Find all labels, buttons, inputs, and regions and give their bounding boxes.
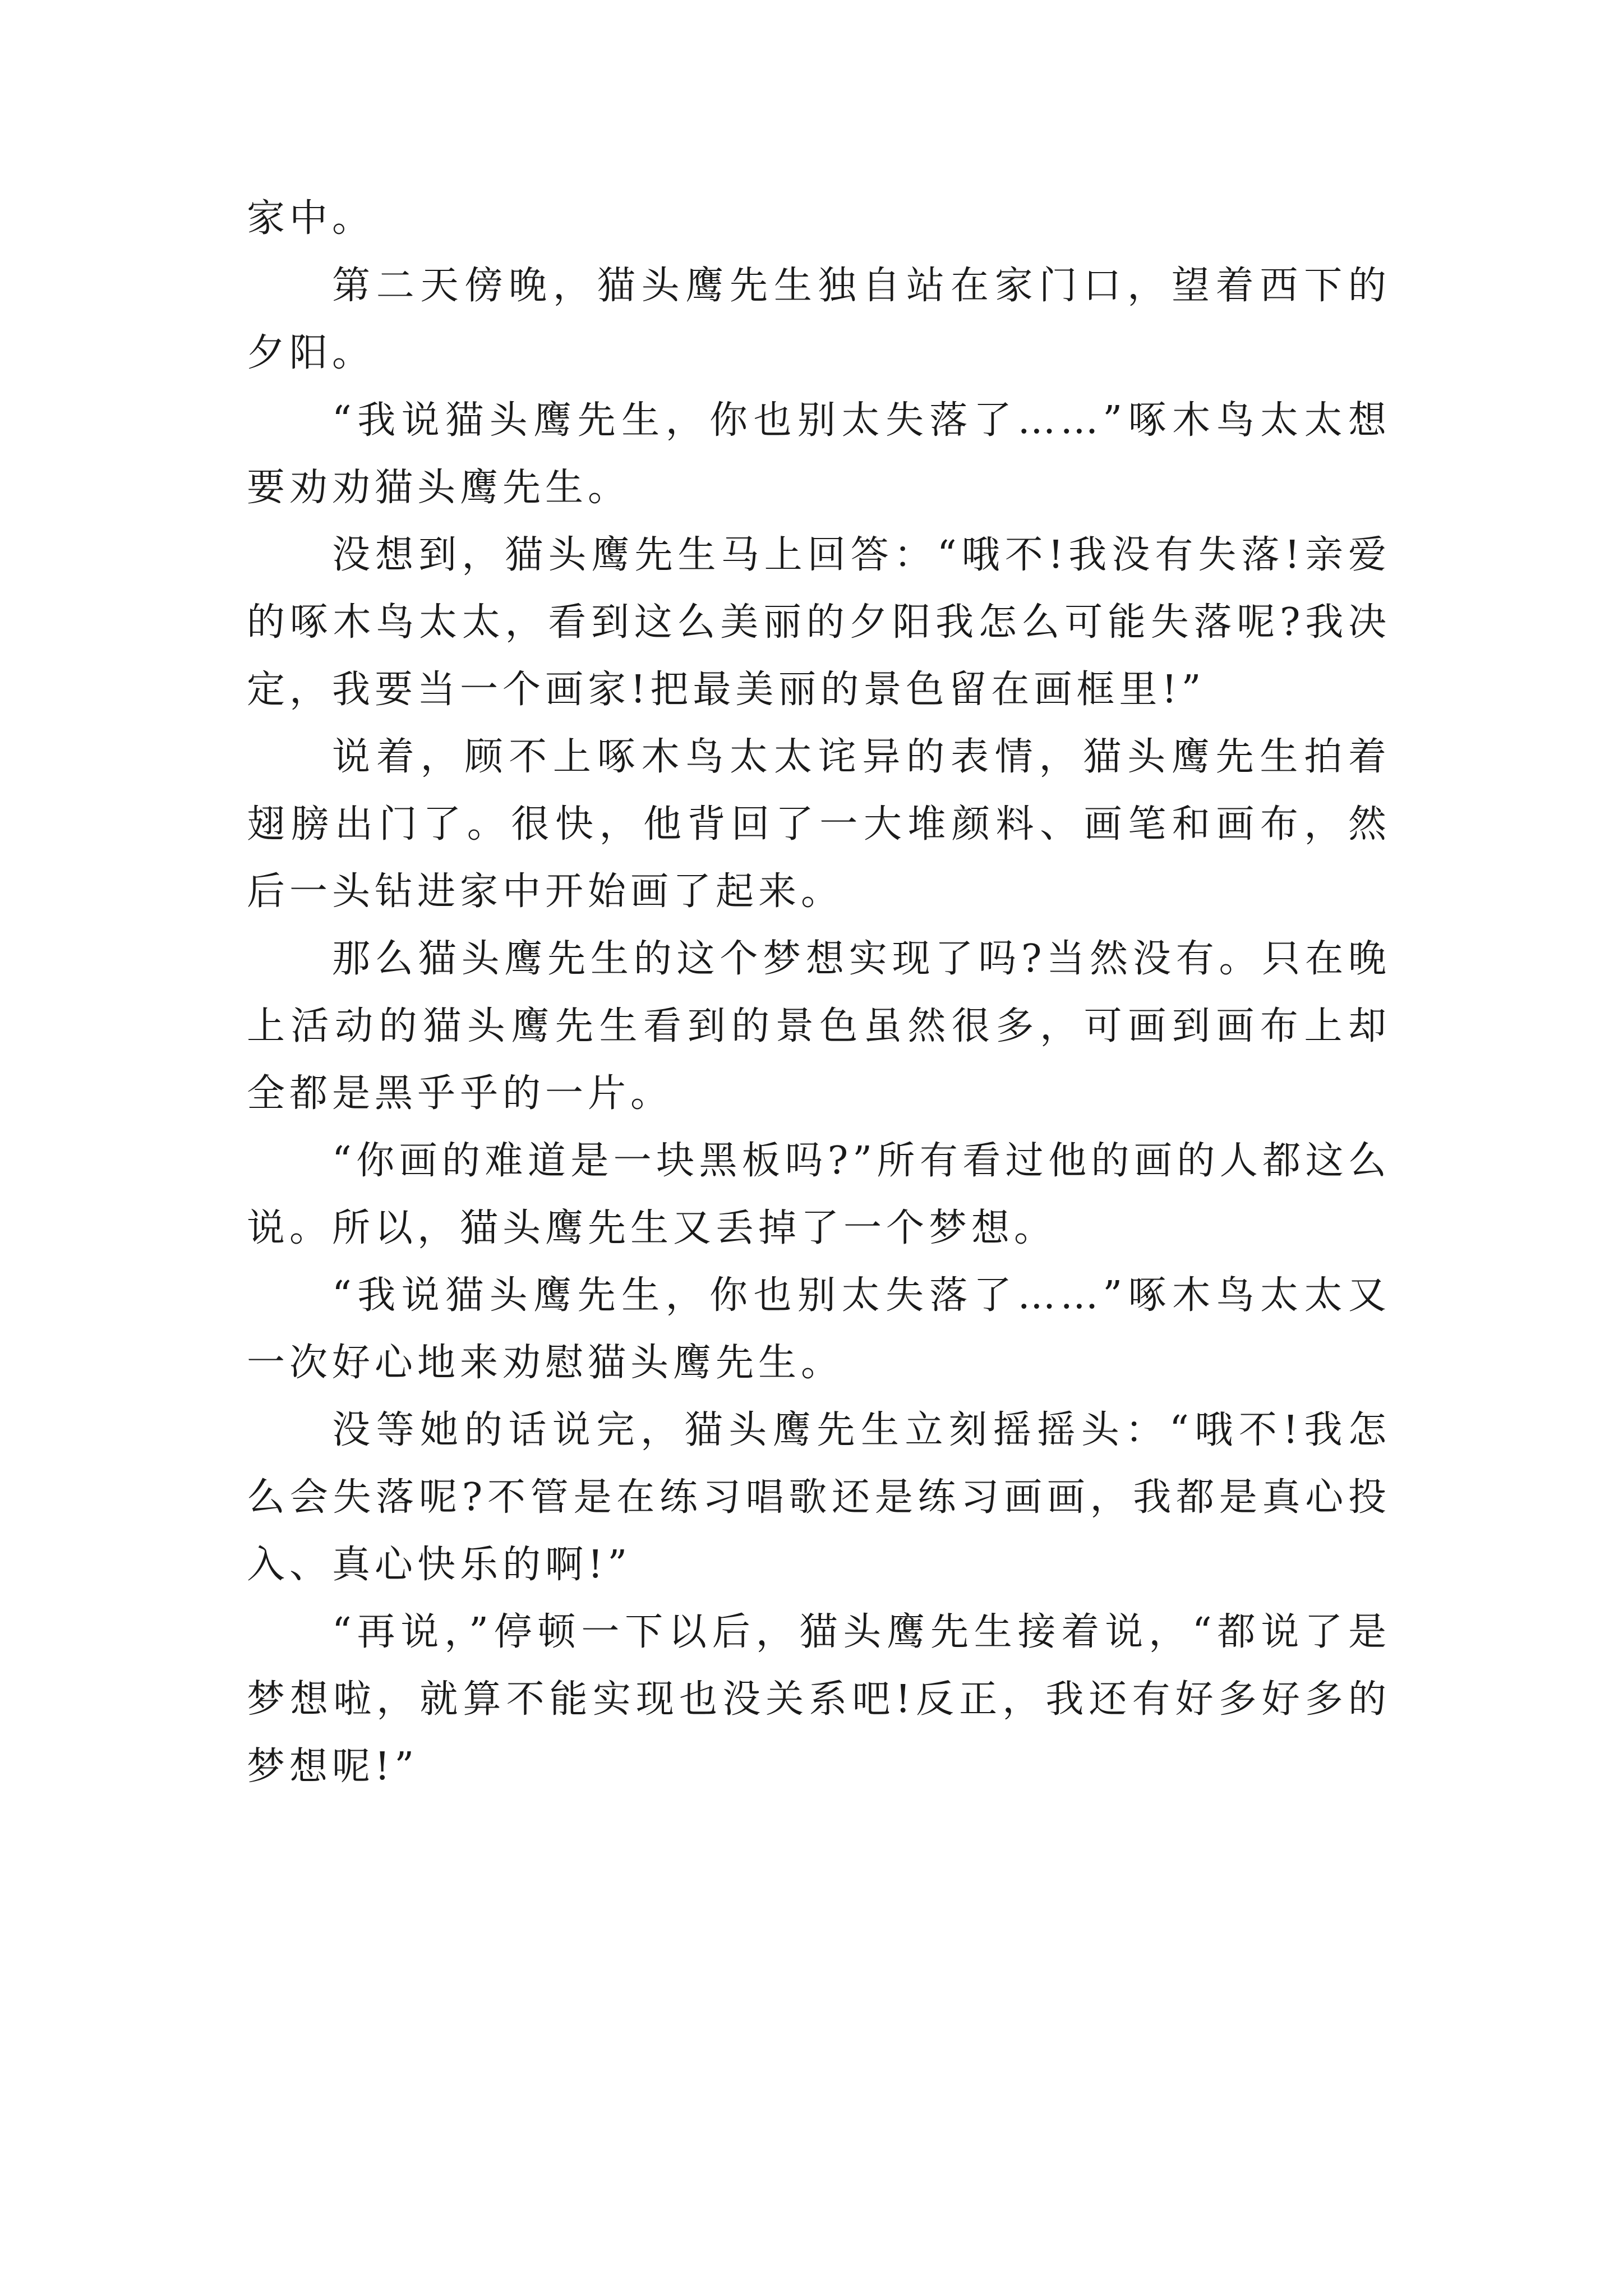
paragraph-continuation: 家中。 bbox=[247, 196, 375, 241]
paragraph: 那么猫头鹰先生的这个梦想实现了吗?当然没有。只在晚上活动的猫头鹰先生看到的景色虽然很多，可画到画布上却全都是黑乎乎的一片。 bbox=[247, 937, 1391, 1116]
paragraph: 没等她的话说完，猫头鹰先生立刻摇摇头：“哦不!我怎么会失落呢?不管是在练习唱歌还是练习画画，我都是真心投入、真心快乐的啊!” bbox=[247, 1408, 1391, 1587]
paragraph: 第二天傍晚，猫头鹰先生独自站在家门口，望着西下的夕阳。 bbox=[247, 264, 1391, 375]
paragraph: “我说猫头鹰先生，你也别太失落了……”啄木鸟太太又一次好心地来劝慰猫头鹰先生。 bbox=[247, 1273, 1391, 1385]
paragraph: “你画的难道是一块黑板吗?”所有看过他的画的人都这么说。所以，猫头鹰先生又丢掉了一个梦想。 bbox=[247, 1139, 1391, 1250]
paragraph: “我说猫头鹰先生，你也别太失落了……”啄木鸟太太想要劝劝猫头鹰先生。 bbox=[247, 398, 1391, 510]
paragraph: “再说，”停顿一下以后，猫头鹰先生接着说，“都说了是梦想啦，就算不能实现也没关系吧!反正，我还有好多好多的梦想呢!” bbox=[247, 1610, 1391, 1789]
paragraph: 没想到，猫头鹰先生马上回答：“哦不!我没有失落!亲爱的啄木鸟太太，看到这么美丽的夕阳我怎么可能失落呢?我决定，我要当一个画家!把最美丽的景色留在画框里!” bbox=[247, 533, 1391, 712]
paragraph: 说着，顾不上啄木鸟太太诧异的表情，猫头鹰先生拍着翅膀出门了。很快，他背回了一大堆颜料、画笔和画布，然后一头钻进家中开始画了起来。 bbox=[247, 735, 1391, 914]
story-text bbox=[247, 185, 1391, 1801]
